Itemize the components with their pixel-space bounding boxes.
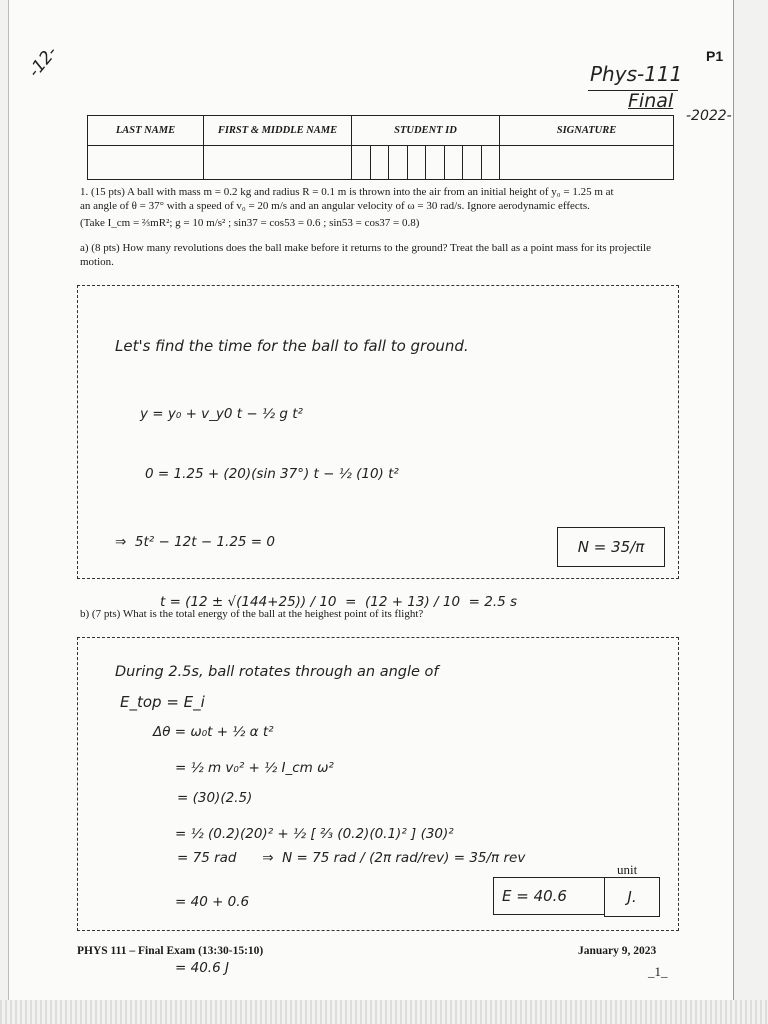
answer-b-work: E_top = E_i = ½ m v₀² + ½ I_cm ω² = ½ (0.2)(20)² + ½ [ ⅔ (0.2)(0.1)² ] (30)² = 40 + 0.6 = 40.6 J [120,693,454,976]
footer-exam-info: PHYS 111 – Final Exam (13:30-15:10) [77,945,264,957]
col-last-name: LAST NAME [88,116,204,146]
last-name-field[interactable] [88,146,204,180]
scan-border [0,1000,768,1024]
answer-b-unit: J. [604,877,660,917]
answer-a-result: N = 35/π [557,527,665,567]
col-first-middle-name: FIRST & MIDDLE NAME [204,116,352,146]
question-part-a: a) (8 pts) How many revolutions does the ball make before it returns to the ground? Treat the ball as a point mass for its projectile motion. [80,242,651,268]
signature-field[interactable] [500,146,674,180]
first-name-field[interactable] [204,146,352,180]
col-student-id: STUDENT ID [352,116,500,146]
scan-edge-line [733,0,734,1024]
question-part-b: b) (7 pts) What is the total energy of the ball at the heighest point of its flight? [80,608,424,620]
course-title: Phys-111 [590,62,683,86]
question-1-text: 1. (15 pts) A ball with mass m = 0.2 kg and radius R = 0.1 m is thrown into the air from an initial height of y₀ = 1.25 m at an angle of θ = 37° with a speed of v₀ = 20 m/s and an angular velocity of ω = 30 rad/s. Ignore aerodynamic effects. (Take I_cm = ⅔mR²; g = 10 m/s² ; sin37 = cos53 = 0.6 ; sin53 = cos37 = 0.8) [80,186,614,229]
answer-b-result: E = 40.6 [493,877,605,915]
page-label: P1 [706,48,724,64]
unit-label: unit [617,862,638,877]
footer-date: January 9, 2023 [578,945,657,957]
exam-type: Final [628,90,674,112]
student-id-field[interactable] [352,146,500,180]
exam-year: -2022- [686,108,732,124]
col-signature: SIGNATURE [500,116,674,146]
student-id-table [87,115,674,180]
page-number: _1_ [648,964,668,979]
answer-a-work: Let's find the time for the ball to fall to ground. y = y₀ + v_y0 t − ½ g t² 0 = 1.25 + (20)(sin 37°) t − ½ (10) t² ⇒ 5t² − 12t − 1.25 = 0 t = (12 ± √(144+25)) / 10 = (12 + 13) / 10 = 2.5 s During 2.5s, ball rotates through an angle of Δθ = ω₀t + ½ α t² = (30)(2.5) = 75 rad ⇒ N = 75 rad / (2π rad/rev) = 35/π rev [115,337,526,866]
score-mark: -12- [24,42,62,82]
